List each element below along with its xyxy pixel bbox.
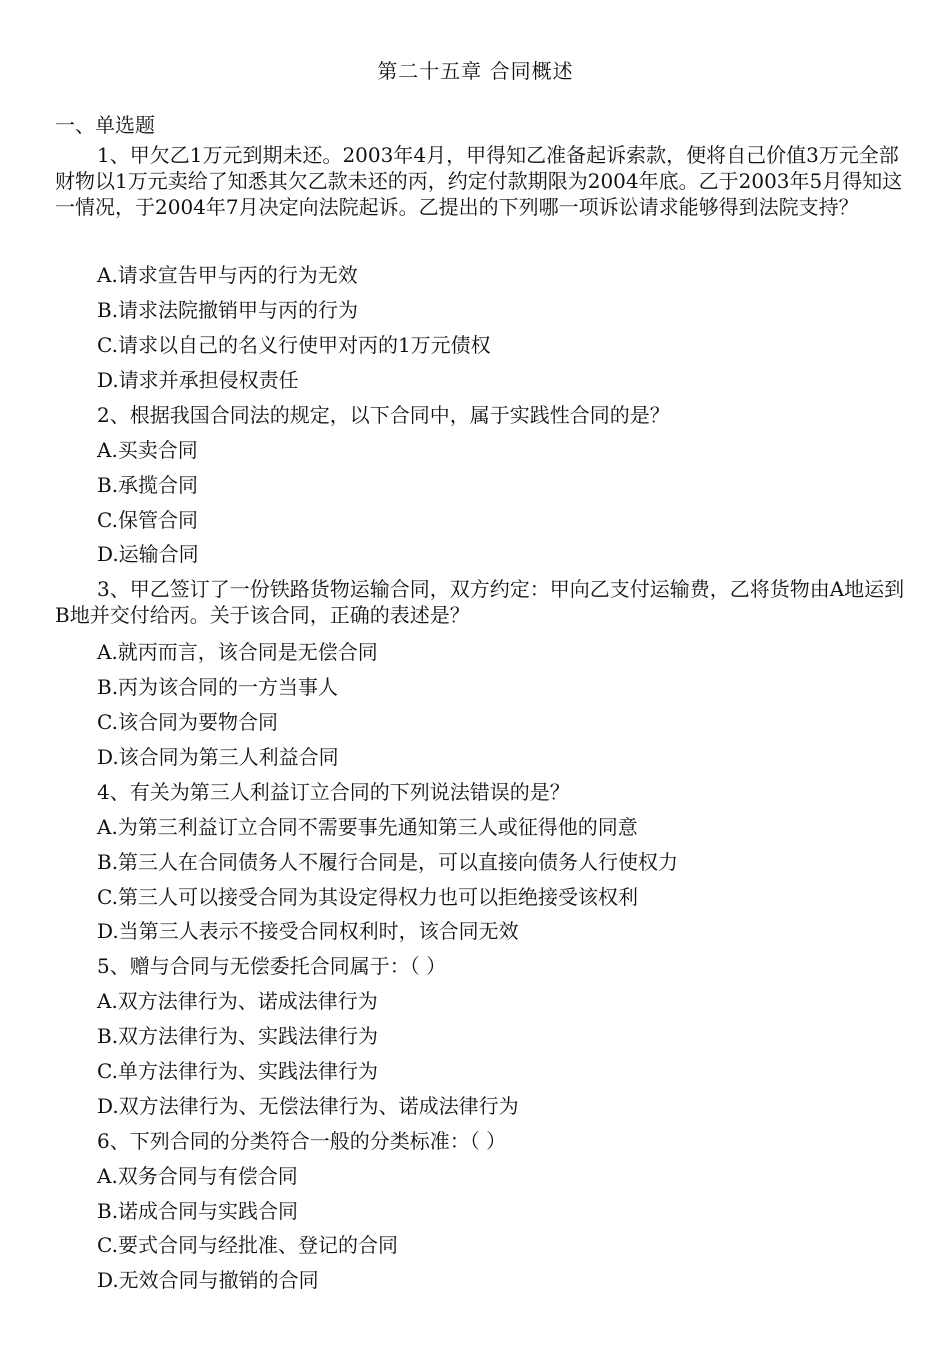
- question-3-text: 3、甲乙签订了一份铁路货物运输合同，双方约定：甲向乙支付运输费，乙将货物由A地运到B地并交付给丙。关于该合同，正确的表述是？: [55, 577, 905, 627]
- question-5-option-a: A.双方法律行为、诺成法律行为: [97, 989, 378, 1013]
- question-2-option-d: D.运输合同: [97, 542, 199, 566]
- question-1-option-a: A.请求宣告甲与丙的行为无效: [97, 263, 358, 287]
- question-4-text: 4、有关为第三人利益订立合同的下列说法错误的是？: [97, 780, 570, 804]
- question-3-option-c: C.该合同为要物合同: [97, 710, 278, 734]
- question-5-option-d: D.双方法律行为、无偿法律行为、诺成法律行为: [97, 1094, 519, 1118]
- question-2-option-a: A.买卖合同: [97, 438, 198, 462]
- question-6-option-c: C.要式合同与经批准、登记的合同: [97, 1233, 398, 1257]
- question-1-option-b: B.请求法院撤销甲与丙的行为: [97, 298, 359, 322]
- question-6-option-b: B.诺成合同与实践合同: [97, 1199, 299, 1223]
- question-1: [55, 142, 905, 220]
- question-5-text: 5、赠与合同与无偿委托合同属于：（ ）: [97, 954, 447, 978]
- question-1-option-c: C.请求以自己的名义行使甲对丙的1万元债权: [97, 333, 491, 357]
- question-5-option-b: B.双方法律行为、实践法律行为: [97, 1024, 379, 1048]
- question-3-option-d: D.该合同为第三人利益合同: [97, 745, 339, 769]
- question-5-option-c: C.单方法律行为、实践法律行为: [97, 1059, 378, 1083]
- question-6-option-d: D.无效合同与撤销的合同: [97, 1268, 319, 1292]
- chapter-title: 第二十五章 合同概述: [377, 59, 574, 83]
- question-6-option-a: A.双务合同与有偿合同: [97, 1164, 298, 1188]
- question-4-option-c: C.第三人可以接受合同为其设定得权力也可以拒绝接受该权利: [97, 885, 638, 909]
- section-heading: 一、单选题: [55, 113, 155, 137]
- question-2-option-b: B.承揽合同: [97, 473, 199, 497]
- question-4-option-b: B.第三人在合同债务人不履行合同是，可以直接向债务人行使权力: [97, 850, 679, 874]
- question-3-option-b: B.丙为该合同的一方当事人: [97, 675, 339, 699]
- question-1-text: 1、甲欠乙1万元到期未还。2003年4月，甲得知乙准备起诉索款，便将自己价值3万元全部财物以1万元卖给了知悉其欠乙款未还的丙，约定付款期限为2004年底。乙于2003年5月得知这一情况，于2004年7月决定向法院起诉。乙提出的下列哪一项诉讼请求能够得到法院支持？: [55, 143, 903, 219]
- question-4-option-a: A.为第三利益订立合同不需要事先通知第三人或征得他的同意: [97, 815, 638, 839]
- question-1-option-d: D.请求并承担侵权责任: [97, 368, 299, 392]
- question-2-option-c: C.保管合同: [97, 508, 198, 532]
- question-3: [55, 576, 905, 628]
- question-3-option-a: A.就丙而言，该合同是无偿合同: [97, 640, 378, 664]
- question-4-option-d: D.当第三人表示不接受合同权利时，该合同无效: [97, 919, 519, 943]
- question-2-text: 2、根据我国合同法的规定，以下合同中，属于实践性合同的是？: [97, 403, 670, 427]
- question-6-text: 6、下列合同的分类符合一般的分类标准：（ ）: [97, 1129, 507, 1153]
